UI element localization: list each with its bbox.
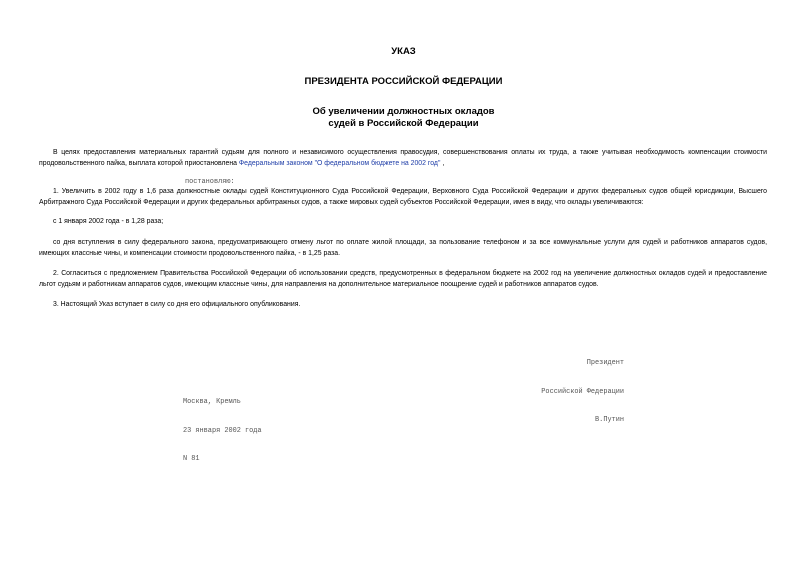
- item-3-paragraph: [39, 300, 767, 311]
- federal-law-link[interactable]: Федеральным законом "О федеральном бюджете на 2002 год": [238, 159, 441, 167]
- item-1b-text: со дня вступления в силу федерального закона, предусматривающего отмену льгот по оплате жилой площади, за пользование телефоном и за все коммунальные услуги для судей и работников аппаратов судов, имеющих классные чины, и компенсации стоимости продовольственного пайка, - в 1,25 раза.: [39, 239, 767, 257]
- document-heading: [0, 46, 807, 58]
- preamble-paragraph: [39, 148, 767, 169]
- item-1a-paragraph: [39, 217, 767, 228]
- item-2-paragraph: [39, 269, 767, 290]
- signature-line-3: В.Путин: [595, 416, 624, 424]
- title-line-1: Об увеличении должностных окладов: [312, 106, 495, 117]
- place-line-2: 23 января 2002 года: [183, 426, 262, 435]
- preamble-end: ,: [440, 159, 445, 167]
- preamble-text: В целях предоставления материальных гарантий судьям для полного и независимого осуществления правосудия, совершенствования оплаты их труда, а также учитывая необходимость компенсации стоимости продовольственного пайка, выплата которой приостановлена: [39, 149, 767, 167]
- document-title: [0, 106, 807, 130]
- item-2-text: 2. Согласиться с предложением Правительства Российской Федерации об использовании средств, предусмотренных в федеральном бюджете на 2002 год на увеличение должностных окладов судей и предоставление льгот судьям и работникам аппаратов судов, имеющим классные чины, для направления на дополнительное материальное поощрение судей и работников аппаратов судов.: [39, 270, 767, 288]
- item-1-paragraph: [39, 187, 767, 208]
- item-1a-text: с 1 января 2002 года - в 1,28 раза;: [53, 218, 164, 225]
- place-line-3: N 81: [183, 455, 200, 463]
- signature-line-2: Российской Федерации: [541, 387, 624, 396]
- place-date-block: [183, 379, 262, 474]
- item-3-text: 3. Настоящий Указ вступает в силу со дня его официального опубликования.: [53, 301, 301, 308]
- decree-word: постановляю:: [185, 178, 235, 186]
- item-1-text: 1. Увеличить в 2002 году в 1,6 раза должностные оклады судей Конституционного Суда Российской Федерации, Верховного Суда Российской Федерации и других федеральных судов общей юрисдикции, Высшего Арбитражного Суда Российской Федерации и других федеральных арбитражных судов, а также мировых судей субъектов Российской Федерации, имея в виду, что оклады увеличиваются:: [39, 188, 767, 206]
- item-1b-paragraph: [39, 238, 767, 259]
- heading-text: УКАЗ: [391, 46, 416, 57]
- place-line-1: Москва, Кремль: [183, 398, 241, 406]
- signature-line-1: Президент: [586, 359, 624, 367]
- subheading-text: ПРЕЗИДЕНТА РОССИЙСКОЙ ФЕДЕРАЦИИ: [304, 76, 503, 87]
- signature-block: [541, 340, 624, 435]
- document-subheading: [0, 76, 807, 88]
- title-line-2: судей в Российской Федерации: [328, 118, 479, 129]
